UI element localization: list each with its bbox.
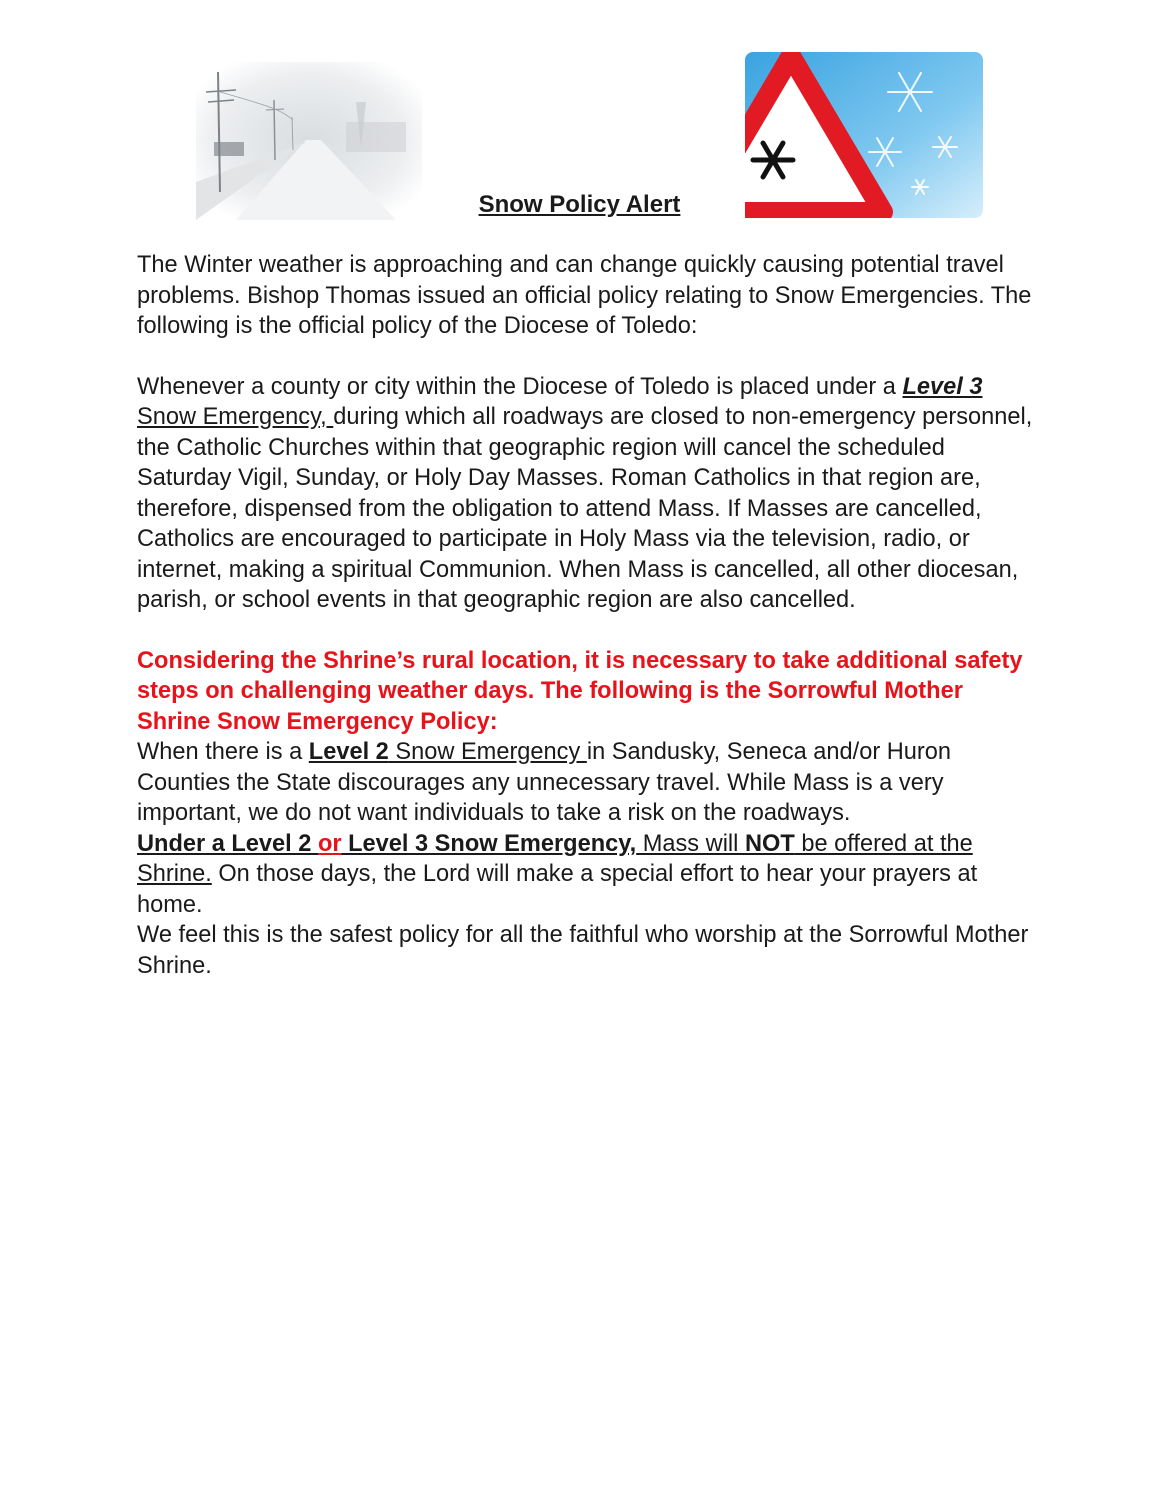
intro-paragraph: The Winter weather is approaching and can change quickly causing potential travel problems. Bishop Thomas issued an official policy relating to Snow Emergencies. The following is the official policy of the Diocese of Toledo: bbox=[137, 252, 1032, 339]
not-label: NOT bbox=[744, 830, 795, 857]
shrine-level2-paragraph: When there is a Level 2 Snow Emergency in Sandusky, Seneca and/or Huron Counties the State discourages any unnecessary travel. While Mass is a very important, we do not want individuals to take a risk on the roadways. bbox=[137, 739, 952, 826]
diocese-policy-paragraph: Whenever a county or city within the Diocese of Toledo is placed under a Level 3 Snow Emergency, during which all roadways are closed to non-emergency personnel, the Catholic Churches within that geographic region will cancel the scheduled Saturday Vigil, Sunday, or Holy Day Masses. Roman Catholics in that region are, therefore, dispensed from the obligation to attend Mass. If Masses are cancelled, Catholics are encouraged to participate in Holy Mass via the television, radio, or internet, making a spiritual Communion. When Mass is cancelled, all other diocesan, parish, or school events in that geographic region are also cancelled. bbox=[137, 373, 1033, 613]
page-title: Snow Policy Alert bbox=[478, 191, 681, 218]
level-2-label: Level 2 bbox=[308, 739, 389, 765]
or-label: or bbox=[317, 830, 342, 857]
closing-paragraph: We feel this is the safest policy for all the faithful who worship at the Sorrowful Mother Shrine. bbox=[137, 922, 1029, 979]
level-3-label: Level 3 bbox=[902, 373, 983, 400]
policy-body bbox=[137, 250, 1037, 981]
shrine-rule-paragraph: Under a Level 2 or Level 3 Snow Emergency, Mass will NOT be offered at the Shrine. On those days, the Lord will make a special effort to hear your prayers at home. bbox=[137, 830, 978, 918]
shrine-heading: Considering the Shrine’s rural location, it is necessary to take additional safety steps on challenging weather days. The following is the Sorrowful Mother Shrine Snow Emergency Policy: bbox=[137, 647, 1023, 735]
